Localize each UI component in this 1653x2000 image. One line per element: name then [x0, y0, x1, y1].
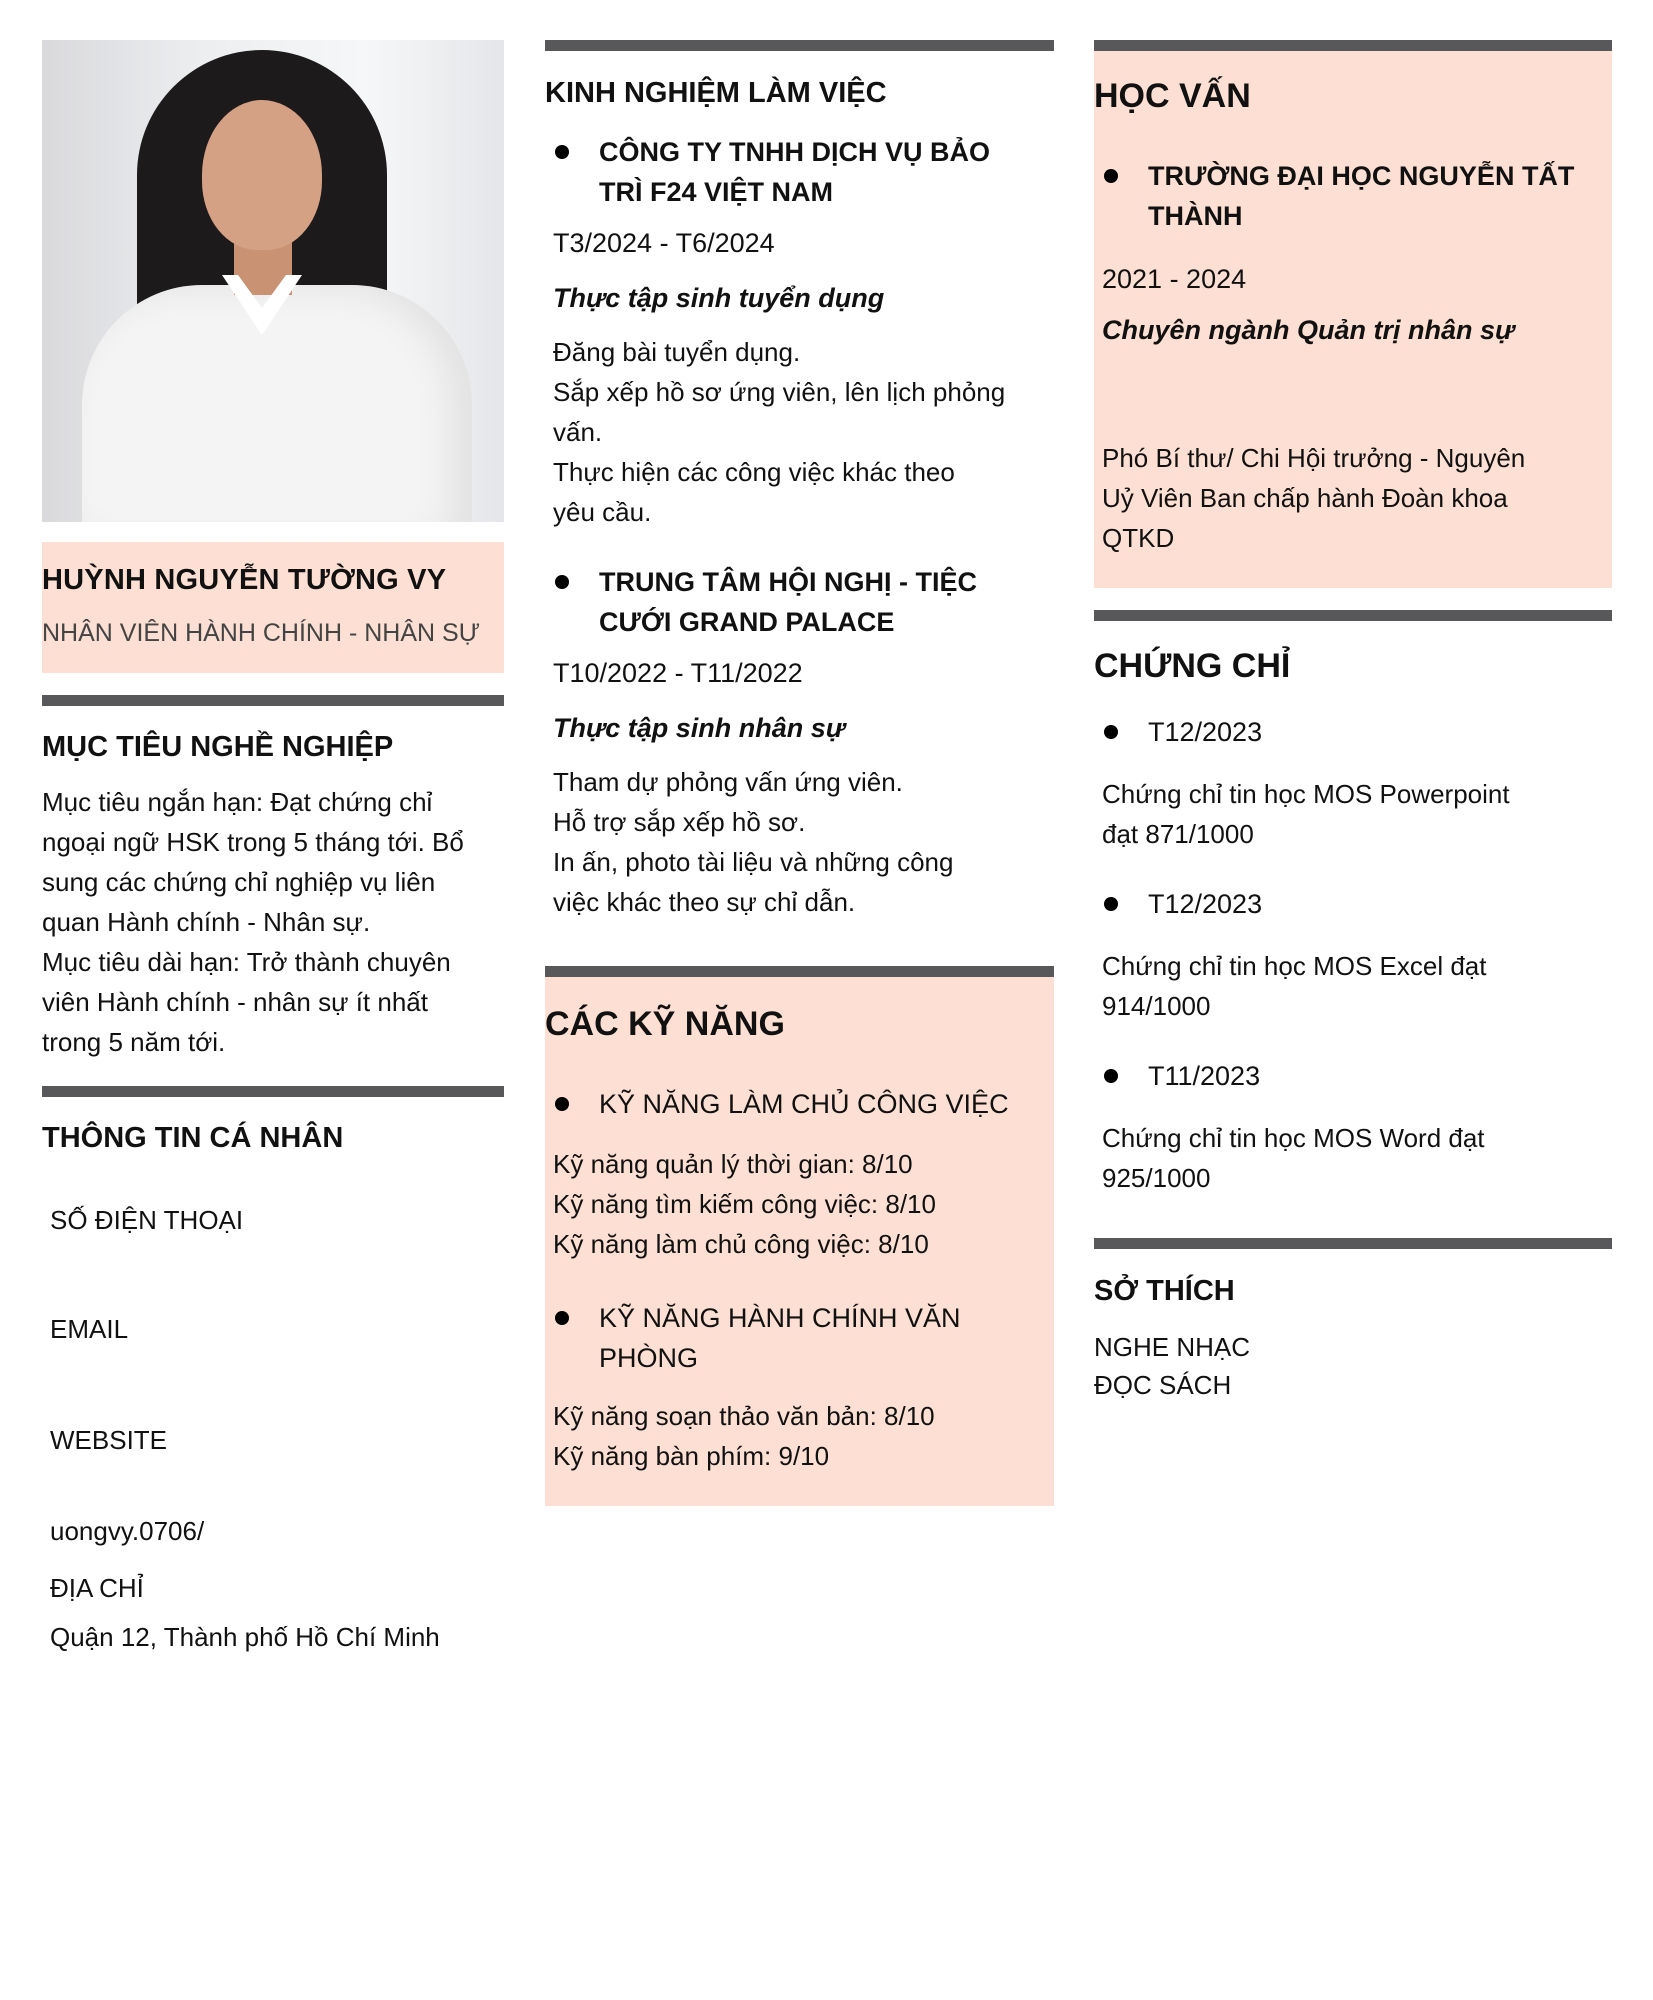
certificate-desc: Chứng chỉ tin học MOS Excel đạt 914/1000	[1102, 951, 1487, 1021]
bullet-icon	[1104, 897, 1118, 911]
objective-line: quan Hành chính - Nhân sự.	[42, 907, 371, 937]
objective-line: trong 5 năm tới.	[42, 1027, 226, 1057]
bullet-icon	[1104, 1069, 1118, 1083]
personal-heading: THÔNG TIN CÁ NHÂN	[42, 1122, 344, 1154]
candidate-name: HUỲNH NGUYỄN TƯỜNG VY	[42, 564, 447, 596]
bullet-icon	[1104, 169, 1118, 183]
section-divider	[545, 966, 1054, 977]
certificates-heading: CHỨNG CHỈ	[1094, 647, 1291, 685]
objective-line: ngoại ngữ HSK trong 5 tháng tới. Bổ	[42, 827, 464, 857]
section-divider	[42, 1086, 504, 1097]
skill-group-title: KỸ NĂNG HÀNH CHÍNH VĂN PHÒNG	[599, 1303, 961, 1373]
company-name: CÔNG TY TNHH DỊCH VỤ BẢO TRÌ F24 VIỆT NAM	[599, 137, 991, 207]
middle-column	[545, 40, 1054, 1506]
address-label: ĐỊA CHỈ	[50, 1573, 144, 1603]
bullet-icon	[555, 145, 569, 159]
skill-items: Kỹ năng quản lý thời gian: 8/10 Kỹ năng tìm kiếm công việc: 8/10 Kỹ năng làm chủ công việc: 8/10	[553, 1149, 936, 1259]
certificate-item	[1094, 884, 1612, 1026]
experience-heading: KINH NGHIỆM LÀM VIỆC	[545, 77, 887, 109]
skills-section	[545, 977, 1054, 1506]
job-duties: Đăng bài tuyển dụng. Sắp xếp hồ sơ ứng viên, lên lịch phỏng vấn. Thực hiện các công việc khác theo yêu cầu.	[553, 337, 1006, 527]
objective-text	[42, 782, 504, 1062]
objective-heading: MỤC TIÊU NGHỀ NGHIỆP	[42, 731, 394, 763]
section-divider	[42, 695, 504, 706]
hobby-item: NGHE NHẠC	[1094, 1332, 1251, 1362]
bullet-icon	[555, 1097, 569, 1111]
objective-line: sung các chứng chỉ nghiệp vụ liên	[42, 867, 436, 897]
skill-items: Kỹ năng soạn thảo văn bản: 8/10 Kỹ năng bàn phím: 9/10	[553, 1401, 935, 1471]
certificate-item	[1094, 712, 1612, 854]
email-label: EMAIL	[50, 1314, 129, 1344]
phone-label: SỐ ĐIỆN THOẠI	[50, 1205, 244, 1235]
certificate-desc: Chứng chỉ tin học MOS Powerpoint đạt 871/1000	[1102, 779, 1510, 849]
job-period: T10/2022 - T11/2022	[553, 658, 803, 688]
website-label: WEBSITE	[50, 1425, 168, 1455]
objective-line: viên Hành chính - nhân sự ít nhất	[42, 987, 428, 1017]
hobbies-list	[1094, 1328, 1612, 1404]
skills-heading: CÁC KỸ NĂNG	[545, 1005, 785, 1043]
education-section	[1094, 51, 1612, 588]
education-major: Chuyên ngành Quản trị nhân sự	[1102, 315, 1515, 345]
hobbies-heading: SỞ THÍCH	[1094, 1275, 1235, 1307]
objective-line: Mục tiêu ngắn hạn: Đạt chứng chỉ	[42, 787, 433, 817]
skill-group-title: KỸ NĂNG LÀM CHỦ CÔNG VIỆC	[599, 1089, 1009, 1119]
education-heading: HỌC VẤN	[1094, 77, 1251, 115]
education-period: 2021 - 2024	[1102, 264, 1247, 294]
job-entry	[545, 562, 1054, 922]
company-name: TRUNG TÂM HỘI NGHỊ - TIỆC CƯỚI GRAND PALACE	[599, 567, 977, 637]
job-entry	[545, 132, 1054, 532]
certificate-item	[1094, 1056, 1612, 1198]
candidate-title: NHÂN VIÊN HÀNH CHÍNH - NHÂN SỰ	[42, 619, 481, 647]
job-role: Thực tập sinh nhân sự	[553, 713, 846, 743]
skill-group	[545, 1298, 1054, 1476]
left-column	[42, 40, 504, 1653]
address-value: Quận 12, Thành phố Hồ Chí Minh	[50, 1622, 440, 1652]
section-divider	[1094, 40, 1612, 51]
job-duties: Tham dự phỏng vấn ứng viên. Hỗ trợ sắp xếp hồ sơ. In ấn, photo tài liệu và những công việc khác theo sự chỉ dẫn.	[553, 767, 954, 917]
bullet-icon	[555, 1311, 569, 1325]
certificate-date: T11/2023	[1148, 1061, 1261, 1091]
certificate-date: T12/2023	[1148, 889, 1263, 919]
right-column	[1094, 40, 1612, 1404]
objective-line: Mục tiêu dài hạn: Trở thành chuyên	[42, 947, 451, 977]
website-value[interactable]: uongvy.0706/	[50, 1516, 205, 1546]
bullet-icon	[555, 575, 569, 589]
bullet-icon	[1104, 725, 1118, 739]
section-divider	[1094, 1238, 1612, 1249]
certificate-desc: Chứng chỉ tin học MOS Word đạt 925/1000	[1102, 1123, 1485, 1193]
certificate-date: T12/2023	[1148, 717, 1263, 747]
skill-group	[545, 1084, 1054, 1264]
section-divider	[545, 40, 1054, 51]
hobby-item: ĐỌC SÁCH	[1094, 1370, 1232, 1400]
school-name: TRƯỜNG ĐẠI HỌC NGUYỄN TẤT THÀNH	[1148, 161, 1575, 231]
job-role: Thực tập sinh tuyển dụng	[553, 283, 885, 313]
job-period: T3/2024 - T6/2024	[553, 228, 775, 258]
education-activity: Phó Bí thư/ Chi Hội trưởng - Nguyên Uỷ Viên Ban chấp hành Đoàn khoa QTKD	[1102, 443, 1526, 553]
section-divider	[1094, 610, 1612, 621]
name-card	[42, 542, 504, 673]
profile-photo	[42, 40, 504, 522]
